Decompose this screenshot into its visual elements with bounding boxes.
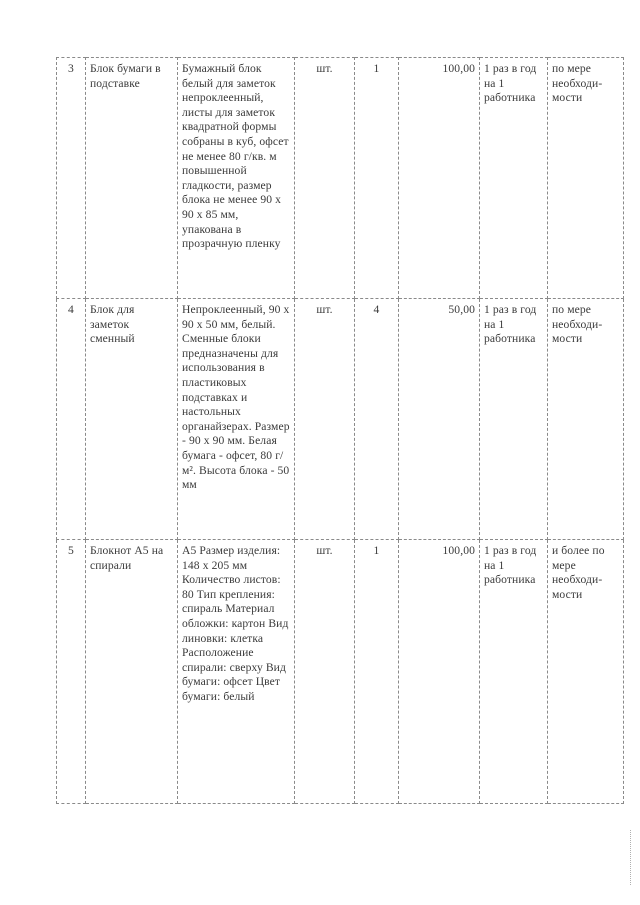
item-note: по мере необходи-мости bbox=[548, 299, 624, 540]
item-price: 50,00 bbox=[399, 299, 480, 540]
item-unit: шт. bbox=[295, 540, 355, 804]
item-description: Непроклеенный, 90 х 90 х 50 мм, белый. Сменные блоки предназначены для использования в пластиковых подставках и настольных органайзерах. Размер - 90 х 90 мм. Белая бумага - офсет, 80 г/м². Высота блока - 50 мм bbox=[178, 299, 295, 540]
item-note: и более по мере необходи-мости bbox=[548, 540, 624, 804]
item-name: Блок бумаги в подставке bbox=[86, 58, 178, 299]
item-period: 1 раз в год на 1 работника bbox=[480, 540, 548, 804]
row-number: 3 bbox=[57, 58, 86, 299]
item-quantity: 1 bbox=[355, 540, 399, 804]
row-number: 5 bbox=[57, 540, 86, 804]
item-price: 100,00 bbox=[399, 58, 480, 299]
item-unit: шт. bbox=[295, 58, 355, 299]
table-row bbox=[57, 299, 624, 540]
scan-artifact bbox=[630, 830, 634, 885]
item-note: по мере необходи-мости bbox=[548, 58, 624, 299]
table-row bbox=[57, 540, 624, 804]
item-name: Блокнот А5 на спирали bbox=[86, 540, 178, 804]
item-quantity: 4 bbox=[355, 299, 399, 540]
item-price: 100,00 bbox=[399, 540, 480, 804]
item-unit: шт. bbox=[295, 299, 355, 540]
item-quantity: 1 bbox=[355, 58, 399, 299]
table-row bbox=[57, 58, 624, 299]
row-number: 4 bbox=[57, 299, 86, 540]
item-period: 1 раз в год на 1 работника bbox=[480, 58, 548, 299]
item-name: Блок для заметок сменный bbox=[86, 299, 178, 540]
item-period: 1 раз в год на 1 работника bbox=[480, 299, 548, 540]
item-description: А5 Размер изделия: 148 х 205 мм Количество листов: 80 Тип крепления: спираль Материал обложки: картон Вид линовки: клетка Расположение спирали: сверху Вид бумаги: офсет Цвет бумаги: белый bbox=[178, 540, 295, 804]
item-description: Бумажный блок белый для заметок непроклеенный, листы для заметок квадратной формы собраны в куб, офсет не менее 80 г/кв. м повышенной гладкости, размер блока не менее 90 х 90 х 85 мм, упакована в прозрачную пленку bbox=[178, 58, 295, 299]
specification-table bbox=[56, 57, 624, 804]
